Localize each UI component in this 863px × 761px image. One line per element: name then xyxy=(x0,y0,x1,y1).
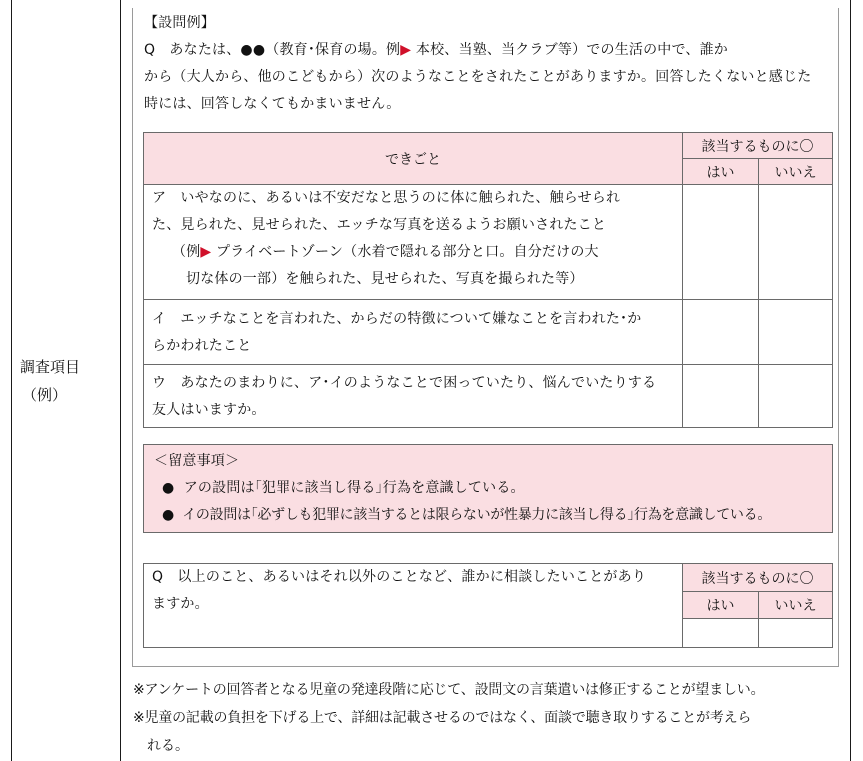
table1-header-event: できごと xyxy=(143,132,683,185)
table1-row-i xyxy=(143,299,683,365)
notes-item-text: イの設問は｢必ずしも犯罪に該当するとは限らないが性暴力に該当し得る｣行為を意識している。 xyxy=(182,507,772,523)
footnote-2-line1: ※児童の記載の負担を下げる上で、詳細は記載させるのではなく、面談で聴き取りすることが考えら xyxy=(133,710,752,726)
footnotes xyxy=(133,676,848,760)
row-a-line2: た、見られた、見せられた、エッチな写真を送るようお願いされたこと xyxy=(152,217,607,233)
survey-item-label xyxy=(20,353,118,409)
example-heading: 【設問例】 xyxy=(144,15,215,31)
row-a-example-rest: プライベートゾーン（水着で隠れる部分と口。自分だけの大 xyxy=(216,244,599,260)
table2-question-line2: ますか。 xyxy=(152,596,209,612)
example-box-bottom xyxy=(132,666,839,667)
row-a-line4: 切な体の一部）を触られた、見せられた、写真を撮られた等） xyxy=(186,271,584,287)
example-question-line2: から（大人から、他のこどもから）次のようなことをされたことがありますか。回答したくないと感じた xyxy=(144,69,812,85)
row-u-yes-cell[interactable] xyxy=(682,364,759,428)
row-i-line1: イ エッチなことを言われた、からだの特徴について嫌なことを言われた･か xyxy=(152,311,642,327)
notes-item xyxy=(154,475,771,502)
row-u-no-cell[interactable] xyxy=(758,364,833,428)
example-question-line3: 時には、回答しなくてもかまいません。 xyxy=(144,96,401,112)
table2-yes-cell[interactable] xyxy=(682,618,759,648)
row-i-yes-cell[interactable] xyxy=(682,299,759,365)
survey-item-label-line1: 調査項目 xyxy=(20,358,81,376)
table1-row-u xyxy=(143,364,683,428)
notes-box xyxy=(143,444,833,533)
survey-item-label-line2: （例） xyxy=(22,386,68,404)
table2-question-cell xyxy=(143,563,683,648)
question-mid: 本校、当塾、当クラブ等）での生活の中で、誰か xyxy=(415,42,729,58)
example-question-line1 xyxy=(144,37,834,64)
row-a-no-cell[interactable] xyxy=(758,184,833,300)
row-a-line3 xyxy=(152,239,620,266)
table2-question-line1: Q 以上のこと、あるいはそれ以外のことなど、誰かに相談したいことがあり xyxy=(152,569,647,585)
row-i-no-cell[interactable] xyxy=(758,299,833,365)
example-question xyxy=(144,10,834,118)
question-prefix: Q あなたは、●●（教育･保育の場。例 xyxy=(144,42,401,58)
footnote-1: ※アンケートの回答者となる児童の発達段階に応じて、設問文の言葉遣いは修正することが望ましい。 xyxy=(133,682,765,698)
outer-right-border xyxy=(850,0,851,761)
bullet-icon: ● xyxy=(162,507,174,523)
notes-item-text: アの設問は｢犯罪に該当し得る｣行為を意識している。 xyxy=(183,480,525,496)
table2-header-applicable: 該当するものに〇 xyxy=(682,563,833,592)
row-a-example-prefix: （例 xyxy=(172,244,201,260)
play-arrow-icon: ▶ xyxy=(200,244,212,260)
table1-header-yes: はい xyxy=(682,158,759,185)
row-a-line1: ア いやなのに、あるいは不安だなと思うのに体に触られた、触らせられ xyxy=(152,190,621,206)
outer-left-border xyxy=(11,0,12,761)
example-box-right xyxy=(838,8,839,666)
table2-header-no: いいえ xyxy=(758,591,833,619)
bullet-icon: ● xyxy=(162,480,175,496)
table2-header-yes: はい xyxy=(682,591,759,619)
table1-header-applicable: 該当するものに〇 xyxy=(682,132,833,159)
notes-title: ＜留意事項＞ xyxy=(154,453,240,469)
table1-header-no: いいえ xyxy=(758,158,833,185)
footnote-2-line2: れる。 xyxy=(147,738,189,754)
outer-mid-border xyxy=(120,0,121,761)
row-u-line2: 友人はいますか。 xyxy=(152,402,266,418)
play-arrow-icon: ▶ xyxy=(400,42,412,58)
row-a-yes-cell[interactable] xyxy=(682,184,759,300)
example-box-left xyxy=(132,8,133,666)
notes-item xyxy=(154,502,771,529)
row-u-line1: ウ あなたのまわりに、ア･イのようなことで困っていたり、悩んでいたりする xyxy=(152,375,657,391)
table2-no-cell[interactable] xyxy=(758,618,833,648)
row-i-line2: らかわれたこと xyxy=(152,338,252,354)
table1-row-a xyxy=(143,184,683,300)
